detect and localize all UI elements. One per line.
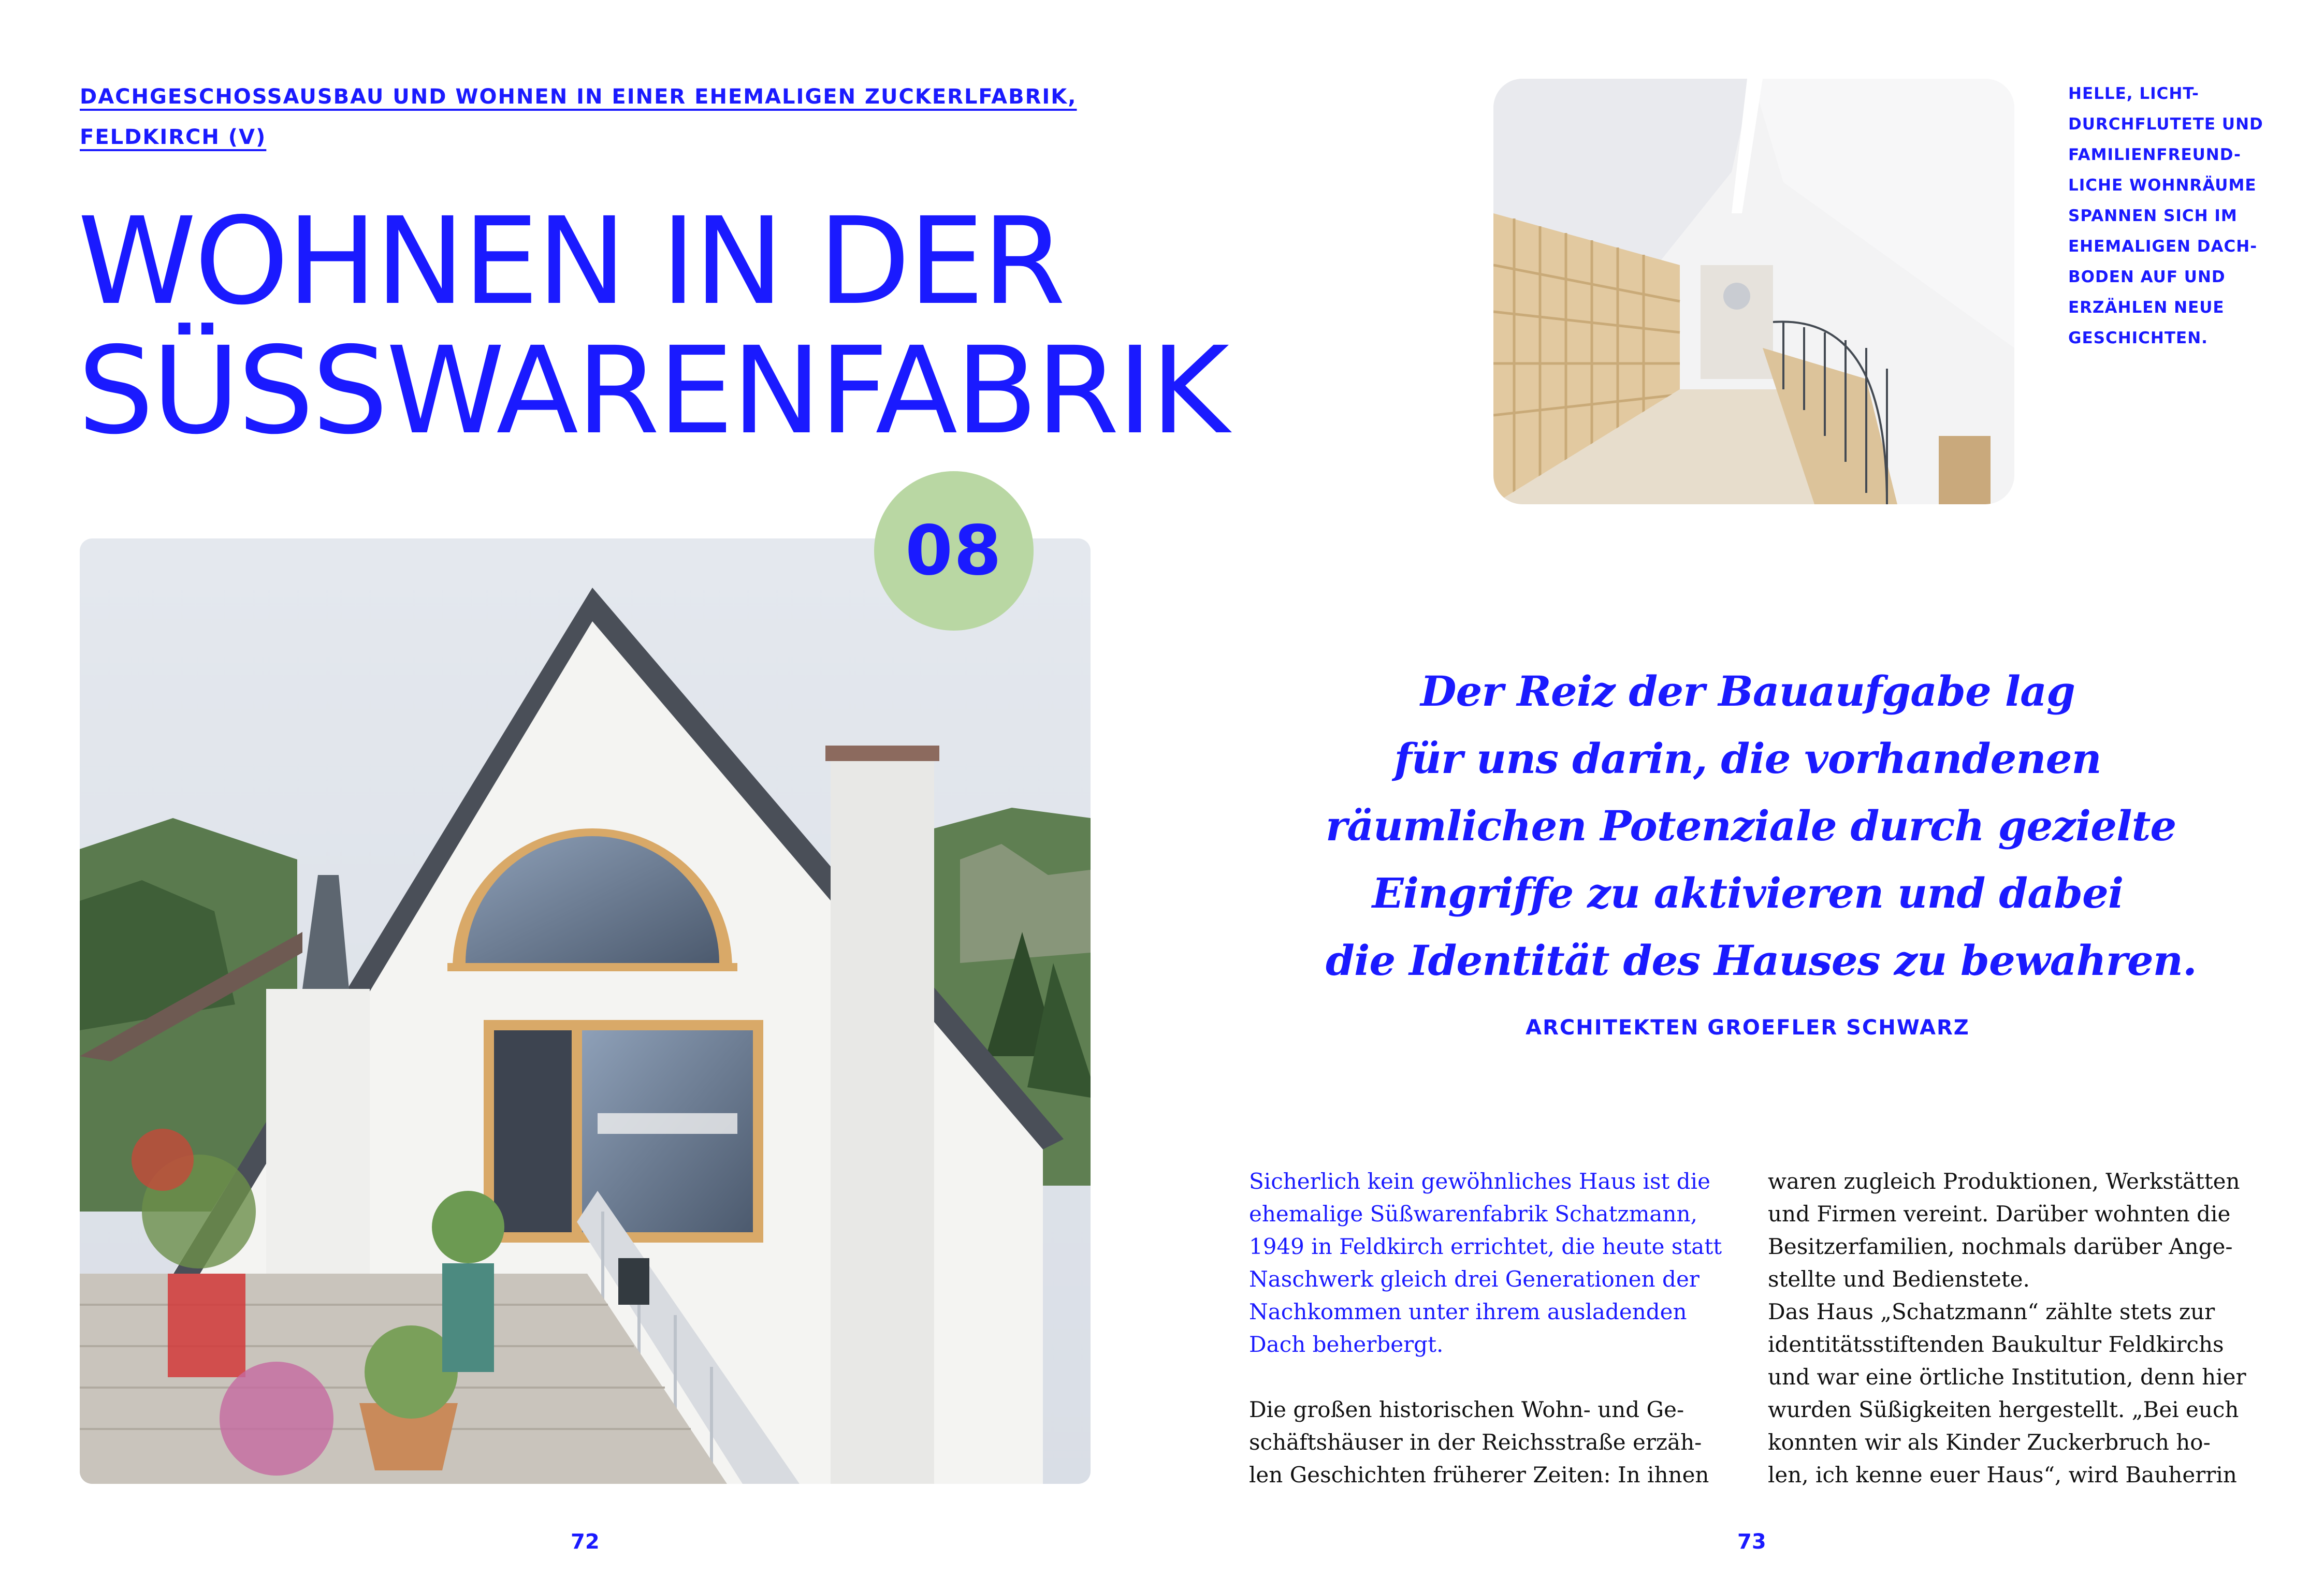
article-headline — [78, 192, 1228, 461]
photo-caption — [2068, 79, 2275, 354]
page-number-right: 73 — [1737, 1530, 1766, 1554]
caption-line: LICHE WOHNRÄUME — [2068, 176, 2257, 195]
lead-line: Dach beherbergt. — [1249, 1332, 1444, 1357]
body-line: len, ich kenne euer Haus“, wird Bauherrin — [1768, 1462, 2237, 1487]
page-number-left: 72 — [571, 1530, 600, 1554]
caption-line: GESCHICHTEN. — [2068, 329, 2208, 347]
caption-line: EHEMALIGEN DACH- — [2068, 237, 2258, 256]
quote-line: räumlichen Potenziale durch gezielte — [1326, 801, 2176, 850]
body-line: identitätsstiftenden Baukultur Feldkirchs — [1768, 1332, 2224, 1357]
body-line: konnten wir als Kinder Zuckerbruch ho- — [1768, 1429, 2211, 1455]
attic-interior-photo — [1493, 79, 2014, 504]
quote-line: Eingriffe zu aktivieren und dabei — [1372, 869, 2124, 917]
body-line: und war eine örtliche Institution, denn hier — [1768, 1364, 2246, 1390]
caption-line: FAMILIENFREUND- — [2068, 145, 2241, 164]
lead-line: ehemalige Süßwarenfabrik Schatzmann, — [1249, 1201, 1697, 1227]
body-line: Besitzerfamilien, nochmals darüber Ange- — [1768, 1234, 2233, 1259]
house-exterior-photo — [80, 538, 1091, 1484]
attic-interior-illustration — [1493, 79, 2014, 504]
quote-line: für uns darin, die vorhandenen — [1394, 734, 2101, 783]
body-line: Das Haus „Schatzmann“ zählte stets zur — [1768, 1299, 2215, 1324]
body-line: wurden Süßigkeiten hergestellt. „Bei euch — [1768, 1397, 2239, 1422]
lead-line: Sicherlich kein gewöhnliches Haus ist die — [1249, 1169, 1710, 1194]
caption-line: ERZÄHLEN NEUE — [2068, 298, 2225, 317]
caption-line: DURCHFLUTETE UND — [2068, 115, 2263, 134]
kicker-line: DACHGESCHOSSAUSBAU UND WOHNEN IN EINER EHEMALIGEN ZUCKERLFABRIK, — [80, 85, 1077, 109]
quote-line: Der Reiz der Bauaufgabe lag — [1420, 667, 2075, 716]
house-exterior-illustration — [80, 538, 1091, 1484]
body-line: Die großen historischen Wohn- und Ge- — [1249, 1397, 1684, 1422]
body-line: len Geschichten früherer Zeiten: In ihnen — [1249, 1462, 1709, 1487]
body-column-two — [1768, 1165, 2275, 1491]
headline-line: WOHNEN IN DER — [78, 192, 1064, 331]
caption-line: BODEN AUF UND — [2068, 268, 2226, 286]
quote-line: die Identität des Hauses zu bewahren. — [1326, 936, 2197, 985]
quote-author: ARCHITEKTEN GROEFLER SCHWARZ — [1526, 1016, 1970, 1040]
body-column-one — [1249, 1165, 1746, 1491]
body-line: waren zugleich Produktionen, Werkstätten — [1768, 1169, 2240, 1194]
body-line: stellte und Bedienstete. — [1768, 1266, 2030, 1292]
body-line: und Firmen vereint. Darüber wohnten die — [1768, 1201, 2231, 1227]
caption-line: HELLE, LICHT- — [2068, 84, 2199, 103]
lead-line: Nachkommen unter ihrem ausladenden — [1249, 1299, 1687, 1324]
headline-line: SÜSSWARENFABRIK — [78, 321, 1228, 461]
article-number-badge: 08 — [874, 471, 1034, 631]
article-kicker[interactable] — [80, 77, 1115, 157]
body-line: schäftshäuser in der Reichsstraße erzäh- — [1249, 1429, 1702, 1455]
lead-line: Naschwerk gleich drei Generationen der — [1249, 1266, 1700, 1292]
pull-quote — [1326, 658, 2197, 994]
lead-line: 1949 in Feldkirch errichtet, die heute statt — [1249, 1234, 1722, 1259]
caption-line: SPANNEN SICH IM — [2068, 207, 2238, 225]
kicker-line: FELDKIRCH (V) — [80, 125, 267, 149]
paragraph-gap — [1249, 1361, 1746, 1393]
